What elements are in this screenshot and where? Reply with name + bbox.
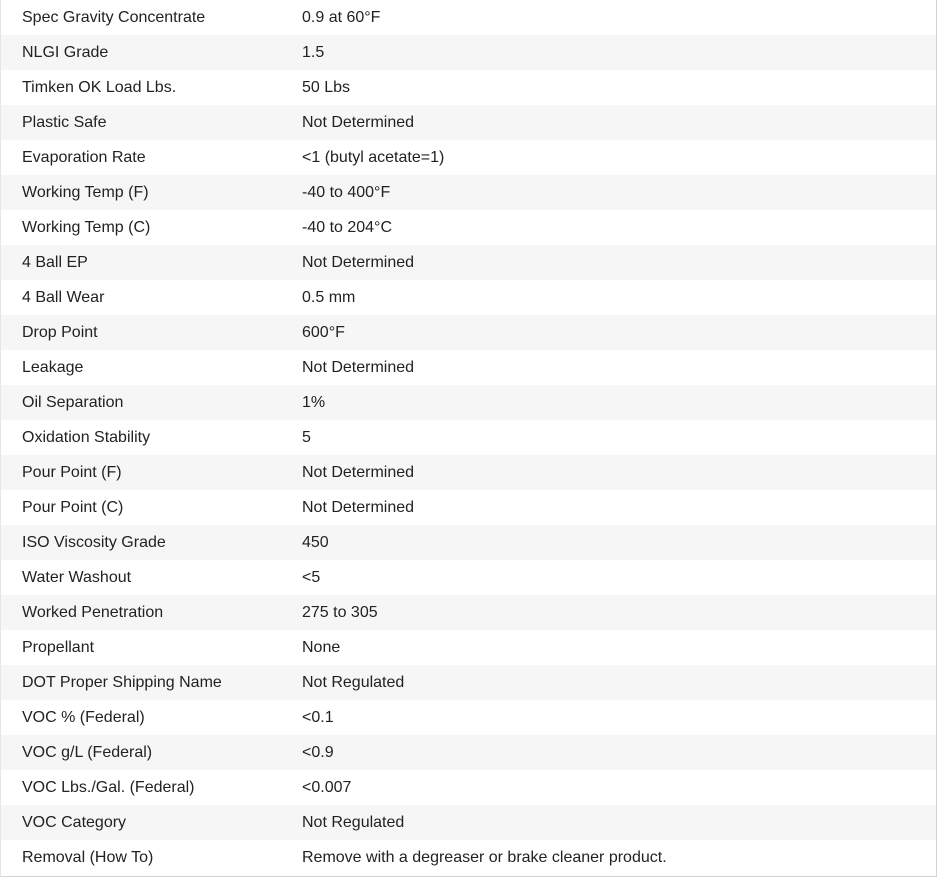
value-cell: Remove with a degreaser or brake cleaner product. bbox=[302, 849, 667, 866]
property-cell: Oil Separation bbox=[22, 394, 124, 411]
value-cell: None bbox=[302, 639, 341, 656]
property-cell: Timken OK Load Lbs. bbox=[22, 79, 177, 96]
table-row bbox=[1, 490, 936, 525]
table-row bbox=[1, 140, 936, 175]
value-cell: Not Regulated bbox=[302, 674, 405, 691]
property-cell: Working Temp (F) bbox=[22, 184, 149, 201]
value-cell: 275 to 305 bbox=[302, 604, 378, 621]
value-cell: 5 bbox=[302, 429, 311, 446]
value-cell: <0.007 bbox=[302, 779, 352, 796]
value-cell: Not Determined bbox=[302, 499, 415, 516]
value-cell: Not Determined bbox=[302, 464, 415, 481]
table-row bbox=[1, 700, 936, 735]
property-cell: 4 Ball EP bbox=[22, 254, 88, 271]
property-cell: VOC % (Federal) bbox=[22, 709, 145, 726]
table-row bbox=[1, 280, 936, 315]
property-cell: Worked Penetration bbox=[22, 604, 164, 621]
property-cell: VOC Lbs./Gal. (Federal) bbox=[22, 779, 195, 796]
value-cell: 0.5 mm bbox=[302, 289, 356, 306]
value-cell: 600°F bbox=[302, 324, 345, 341]
value-cell: 50 Lbs bbox=[302, 79, 351, 96]
property-cell: Leakage bbox=[22, 359, 84, 376]
property-cell: VOC Category bbox=[22, 814, 127, 831]
value-cell: -40 to 204°C bbox=[302, 219, 393, 236]
value-cell: <0.1 bbox=[302, 709, 334, 726]
value-cell: -40 to 400°F bbox=[302, 184, 391, 201]
value-cell: <1 (butyl acetate=1) bbox=[302, 149, 445, 166]
table-row bbox=[1, 840, 936, 875]
value-cell: 1.5 bbox=[302, 44, 325, 61]
table-row bbox=[1, 315, 936, 350]
property-cell: NLGI Grade bbox=[22, 44, 109, 61]
table-row bbox=[1, 0, 936, 35]
table-row bbox=[1, 630, 936, 665]
table-row bbox=[1, 35, 936, 70]
property-cell: Plastic Safe bbox=[22, 114, 107, 131]
table-row bbox=[1, 525, 936, 560]
table-row bbox=[1, 105, 936, 140]
value-cell: <5 bbox=[302, 569, 321, 586]
property-cell: DOT Proper Shipping Name bbox=[22, 674, 222, 691]
value-cell: <0.9 bbox=[302, 744, 334, 761]
spec-table bbox=[1, 0, 936, 875]
property-cell: Propellant bbox=[22, 639, 95, 656]
table-row bbox=[1, 245, 936, 280]
property-cell: VOC g/L (Federal) bbox=[22, 744, 153, 761]
value-cell: Not Regulated bbox=[302, 814, 405, 831]
property-cell: Spec Gravity Concentrate bbox=[22, 9, 206, 26]
table-row bbox=[1, 385, 936, 420]
property-cell: Water Washout bbox=[22, 569, 132, 586]
property-cell: ISO Viscosity Grade bbox=[22, 534, 166, 551]
property-cell: Oxidation Stability bbox=[22, 429, 151, 446]
table-row bbox=[1, 595, 936, 630]
table-row bbox=[1, 665, 936, 700]
table-row bbox=[1, 455, 936, 490]
property-cell: Removal (How To) bbox=[22, 849, 154, 866]
property-cell: Pour Point (C) bbox=[22, 499, 124, 516]
spec-table-body bbox=[1, 0, 936, 875]
value-cell: Not Determined bbox=[302, 254, 415, 271]
table-row bbox=[1, 735, 936, 770]
value-cell: 1% bbox=[302, 394, 326, 411]
property-cell: Drop Point bbox=[22, 324, 98, 341]
table-row bbox=[1, 770, 936, 805]
property-cell: Pour Point (F) bbox=[22, 464, 122, 481]
table-row bbox=[1, 175, 936, 210]
table-row bbox=[1, 350, 936, 385]
property-cell: Working Temp (C) bbox=[22, 219, 151, 236]
table-row bbox=[1, 210, 936, 245]
property-cell: Evaporation Rate bbox=[22, 149, 146, 166]
table-row bbox=[1, 70, 936, 105]
table-row bbox=[1, 560, 936, 595]
property-cell: 4 Ball Wear bbox=[22, 289, 105, 306]
value-cell: Not Determined bbox=[302, 359, 415, 376]
value-cell: Not Determined bbox=[302, 114, 415, 131]
table-row bbox=[1, 805, 936, 840]
table-row bbox=[1, 420, 936, 455]
value-cell: 0.9 at 60°F bbox=[302, 9, 381, 26]
value-cell: 450 bbox=[302, 534, 329, 551]
